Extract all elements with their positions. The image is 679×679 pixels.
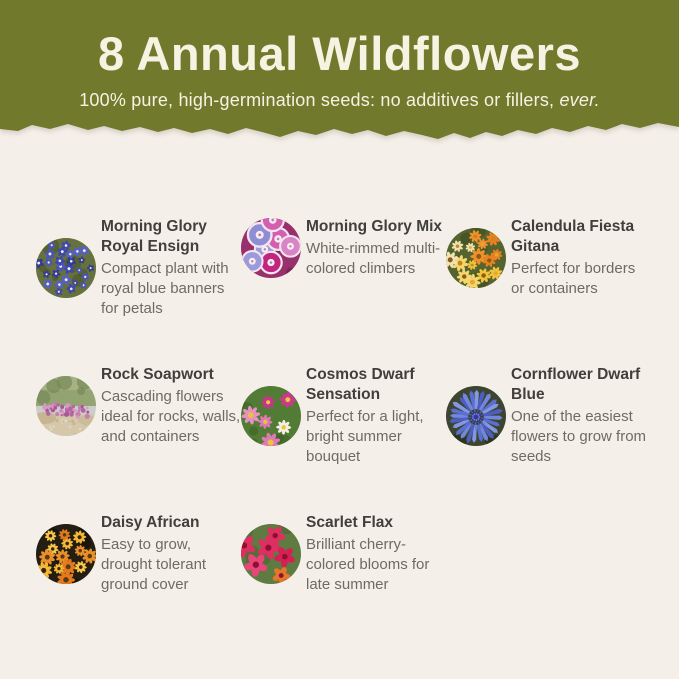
flower-item-5: [446, 365, 651, 466]
subtitle-text: 100% pure, high-germination seeds: no additives or fillers,: [79, 90, 560, 110]
subtitle-emphasis: ever.: [559, 90, 600, 110]
flower-name: Morning Glory Royal Ensign: [101, 218, 207, 255]
flower-text: [101, 365, 241, 447]
flower-name: Rock Soapwort: [101, 366, 214, 383]
flower-text: [306, 513, 446, 595]
flower-name: Calendula Fiesta Gitana: [511, 218, 635, 255]
flower-text: [511, 365, 651, 466]
page-title: 8 Annual Wildflowers: [97, 27, 582, 80]
flower-text: [101, 217, 241, 318]
flower-description: One of the easiest flowers to grow from seeds: [511, 407, 647, 465]
flower-description: Perfect for a light, bright summer bouquet: [306, 407, 424, 465]
calendula-fiesta-gitana-photo: [446, 228, 506, 288]
flower-item-4: [241, 365, 446, 466]
flower-item-6: [36, 513, 241, 595]
morning-glory-royal-ensign-photo: [36, 238, 96, 298]
daisy-african-photo: [36, 524, 96, 584]
flower-item-7: [241, 513, 446, 595]
flower-text: [101, 513, 241, 595]
flower-text: [306, 365, 446, 466]
flower-description: Brilliant cherry-colored blooms for late summer: [306, 535, 430, 593]
header-banner: [0, 0, 679, 116]
cornflower-dwarf-blue-photo: [446, 386, 506, 446]
page-subtitle: [0, 90, 679, 111]
torn-paper-edge: [0, 115, 679, 147]
cosmos-dwarf-sensation-photo: [241, 386, 301, 446]
flower-item-2: [446, 217, 651, 299]
flower-name: Cosmos Dwarf Sensation: [306, 366, 415, 403]
rock-soapwort-photo: [36, 376, 96, 436]
flower-name: Cornflower Dwarf Blue: [511, 366, 641, 403]
flower-description: Perfect for borders or containers: [511, 259, 636, 297]
morning-glory-mix-photo: [241, 218, 301, 278]
flower-text: [511, 217, 651, 299]
flower-description: Easy to grow, drought tolerant ground cover: [101, 535, 207, 593]
flower-name: Morning Glory Mix: [306, 218, 443, 235]
flower-item-0: [36, 217, 241, 318]
flower-text: [306, 217, 446, 279]
flower-item-1: [241, 217, 446, 279]
flower-name: Scarlet Flax: [306, 514, 394, 531]
flower-description: Cascading flowers ideal for rocks, walls, and containers: [101, 387, 241, 445]
flower-description: White-rimmed multi-colored climbers: [306, 239, 441, 277]
flower-item-3: [36, 365, 241, 447]
flower-grid: [36, 217, 679, 661]
flower-name: Daisy African: [101, 514, 200, 531]
flower-description: Compact plant with royal blue banners for petals: [101, 259, 229, 317]
main-content: [0, 147, 679, 661]
scarlet-flax-photo: [241, 524, 301, 584]
